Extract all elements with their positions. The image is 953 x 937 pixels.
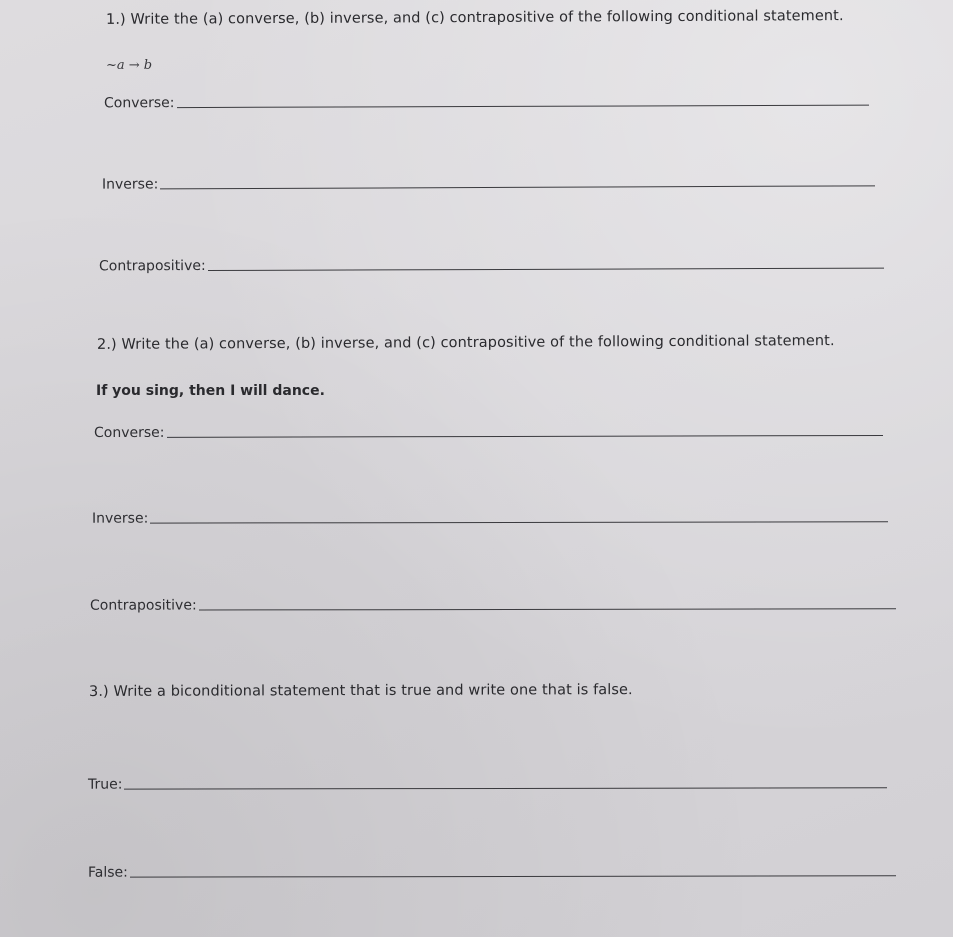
- question-2-converse-row: [94, 423, 883, 441]
- converse-answer-line[interactable]: [177, 104, 870, 108]
- question-1-statement: ~a → b: [106, 58, 153, 73]
- true-label: True:: [87, 776, 123, 793]
- question-3-false-row: [88, 863, 896, 880]
- contrapositive-label: Contrapositive:: [98, 257, 206, 275]
- inverse-label: Inverse:: [91, 510, 149, 527]
- inverse-label: Inverse:: [101, 176, 159, 193]
- converse-label: Converse:: [93, 424, 165, 442]
- contrapositive-answer-line[interactable]: [199, 607, 896, 610]
- question-3-true-row: [88, 775, 887, 792]
- question-2-statement: If you sing, then I will dance.: [96, 383, 325, 399]
- question-2-prompt: 2.) Write the (a) converse, (b) inverse, and (c) contrapositive of the following conditional statement.: [96, 333, 835, 353]
- question-1-prompt: 1.) Write the (a) converse, (b) inverse, and (c) contrapositive of the following conditional statement.: [105, 8, 844, 28]
- true-answer-line[interactable]: [124, 786, 887, 789]
- false-label: False:: [87, 864, 128, 881]
- question-2-inverse-row: [92, 509, 888, 526]
- question-2-contrapositive-row: [90, 596, 896, 613]
- inverse-answer-line[interactable]: [160, 184, 875, 189]
- converse-label: Converse:: [103, 95, 175, 112]
- converse-answer-line[interactable]: [167, 434, 884, 438]
- inverse-answer-line[interactable]: [150, 520, 888, 523]
- question-1-contrapositive-row: [99, 256, 884, 275]
- contrapositive-answer-line[interactable]: [208, 267, 884, 271]
- question-1-inverse-row: [102, 173, 875, 192]
- question-3-prompt: 3.) Write a biconditional statement that is true and write one that is false.: [88, 682, 633, 700]
- contrapositive-label: Contrapositive:: [89, 597, 197, 614]
- question-1-converse-row: [104, 93, 869, 112]
- false-answer-line[interactable]: [130, 874, 896, 877]
